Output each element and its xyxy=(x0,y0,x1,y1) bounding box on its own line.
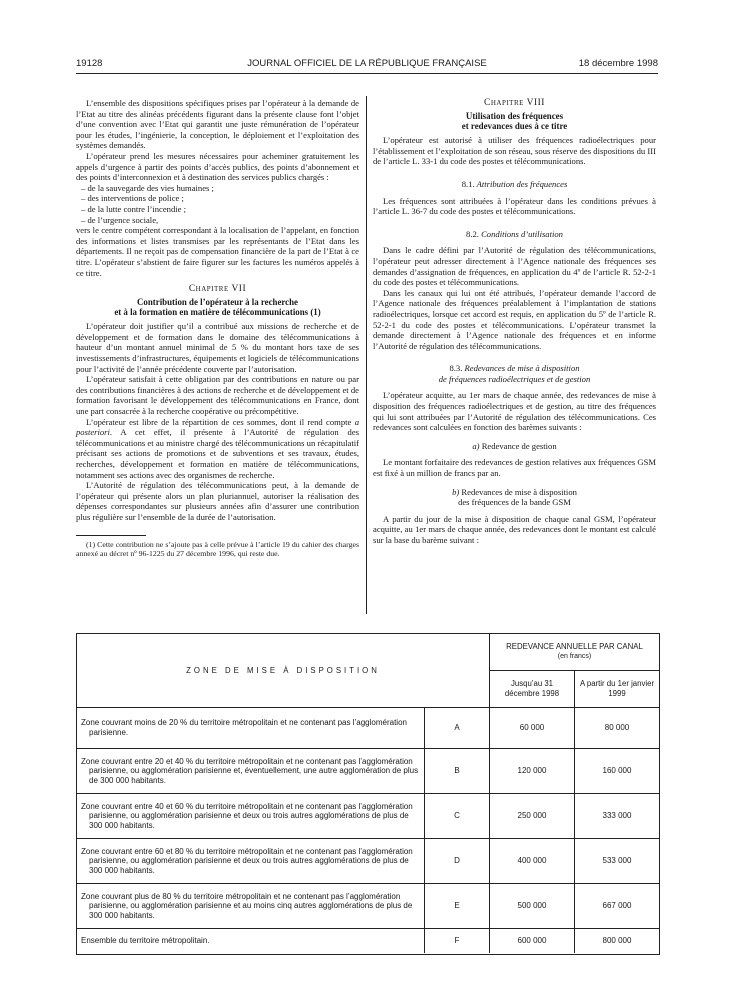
journal-title: JOURNAL OFFICIEL DE LA RÉPUBLIQUE FRANÇAISE xyxy=(247,58,487,69)
value-cell: 667 000 xyxy=(575,884,660,929)
list-item: – de l’urgence sociale, xyxy=(81,214,159,225)
subsection-heading xyxy=(373,487,656,508)
code-cell: C xyxy=(425,794,490,839)
table-row xyxy=(77,749,659,794)
chapter-title-line: et à la formation en matière de télécommunications (1) xyxy=(114,307,321,318)
chapter-heading: Chapitre VII xyxy=(188,284,247,295)
table-header-col2: A partir du 1er janvier 1999 xyxy=(575,671,660,708)
section-title: Attribution des fréquences xyxy=(476,178,568,189)
paragraph: Le montant forfaitaire des redevances de gestion relatives aux fréquences GSM est fixé à un million de francs par an. xyxy=(373,457,656,479)
value-cell: 800 000 xyxy=(575,929,660,954)
code-cell: B xyxy=(425,749,490,794)
header-label: REDEVANCE ANNUELLE PAR CANAL xyxy=(506,642,643,652)
paragraph: L’ensemble des dispositions spécifiques prises par l’opérateur à la demande de l’Etat au titre des alinéas précédents figurant dans la présente clause font l’objet d’une convention avec l’Etat qui garantit une juste rémunération de l’opérateur pour les études, l’ingénierie, la conception, le déploiement et l’exploitation des systèmes demandés. xyxy=(76,98,359,151)
footnote-rule xyxy=(76,535,146,536)
header-unit: (en francs) xyxy=(557,653,592,660)
table-row xyxy=(77,794,659,839)
list-item: – des interventions de police ; xyxy=(81,193,184,204)
right-column xyxy=(373,98,656,546)
section-heading xyxy=(373,179,656,190)
code-cell: E xyxy=(425,884,490,929)
left-column xyxy=(76,98,359,559)
paragraph: L’opérateur est autorisé à utiliser des fréquences radioélectriques pour l’établissement et l’exploitation de son réseau, sous réserve des dispositions du III de l’article L. 33-1 du code des postes et télécommunications. xyxy=(373,135,656,167)
table-header-zone: ZONE DE MISE À DISPOSITION xyxy=(77,634,490,708)
paragraph: L’opérateur acquitte, au 1er mars de chaque année, des redevances de mise à disposition des fréquences radioélectriques et de gestion, au titre des fréquences qui lui sont attribuées par l’Autorité de régulation des télécommunications. Ces redevances sont calculées en fonction des barèmes suivants : xyxy=(373,390,656,433)
text-run: L’opérateur est libre de la répartition de ces sommes, dont il rend compte xyxy=(86,416,355,427)
chapter-title-line: et redevances dues à ce titre xyxy=(461,121,568,132)
subsection-label: b) xyxy=(452,486,460,497)
issue-date: 18 décembre 1998 xyxy=(578,58,658,69)
redevance-table xyxy=(76,633,660,955)
value-cell: 500 000 xyxy=(490,884,575,929)
subsection-title: Redevance de gestion xyxy=(481,440,557,451)
value-cell: 160 000 xyxy=(575,749,660,794)
value-cell: 400 000 xyxy=(490,839,575,884)
italic-run: a posteriori xyxy=(76,416,359,438)
paragraph: Les fréquences sont attribuées à l’opérateur dans les conditions prévues à l’article L. 36-7 du code des postes et télécommunications. xyxy=(373,195,656,217)
subsection-title: Redevances de mise à disposition xyxy=(461,486,577,497)
value-cell: 120 000 xyxy=(490,749,575,794)
subsection-label: a) xyxy=(472,440,480,451)
zone-cell: Zone couvrant entre 60 et 80 % du territoire métropolitain et ne contenant pas l’agglomération parisienne, ou agglomération parisienne et deux ou trois autres agglomérations de plus de 300 000 habitants. xyxy=(77,839,425,884)
section-number: 8.1. xyxy=(461,178,475,189)
list-item: – de la lutte contre l’incendie ; xyxy=(81,203,186,214)
zone-cell: Zone couvrant entre 40 et 60 % du territoire métropolitain et ne contenant pas l’agglomération parisienne, ou agglomération parisienne et deux ou trois autres agglomérations de plus de 300 000 habitants. xyxy=(77,794,425,839)
value-cell: 533 000 xyxy=(575,839,660,884)
paragraph: L’opérateur satisfait à cette obligation par des contributions en nature ou par des contributions financières à des actions de recherche et de développement et de formation favorisant le développement des télécommunications en France, dont une part consacrée à la recherche coopérative ou précompétitive. xyxy=(76,374,359,417)
section-title: de fréquences radioélectriques et de gestion xyxy=(438,373,591,384)
section-title: Redevances de mise à disposition xyxy=(464,363,580,374)
zone-cell: Zone couvrant plus de 80 % du territoire métropolitain et ne contenant pas l’agglomération parisienne, ou agglomération parisienne et au moins cinq autres agglomérations de plus de 300 000 habitants. xyxy=(77,884,425,929)
chapter-title-line: Contribution de l’opérateur à la recherche xyxy=(137,296,298,307)
text-run: . A cet effet, il présente à l’Autorité de régulation des télécommunications et au ministre chargé des télécommunications un récapitulatif précisant ses actions de promotions et de subventions et ses travaux, études, recherches, développement et formation en matière de télécommunications, notamment ses actions avec des organismes de recherche. xyxy=(76,427,359,480)
zone-cell: Ensemble du territoire métropolitain. xyxy=(77,929,425,954)
table-row xyxy=(77,839,659,884)
table-row xyxy=(77,708,659,749)
code-cell: F xyxy=(425,929,490,954)
value-cell: 600 000 xyxy=(490,929,575,954)
chapter-title-line: Utilisation des fréquences xyxy=(465,110,564,121)
chapter-title xyxy=(373,111,656,133)
section-number: 8.3. xyxy=(449,363,463,374)
value-cell: 80 000 xyxy=(575,708,660,749)
subsection-title: des fréquences de la bande GSM xyxy=(458,497,571,508)
table-header-redevance xyxy=(490,634,660,671)
subsection-heading xyxy=(373,441,656,452)
paragraph: L’opérateur prend les mesures nécessaires pour acheminer gratuitement les appels d’urgence à partir des points d’accès publics, des points d’abonnement et des points d’interconnexion et à destination des services publics chargés : xyxy=(76,150,359,183)
list-item: – de la sauvegarde des vies humaines ; xyxy=(81,182,214,193)
header-rule xyxy=(76,73,658,74)
table-row xyxy=(77,884,659,929)
section-heading xyxy=(373,363,656,384)
paragraph: Dans le cadre défini par l’Autorité de régulation des télécommunications, l’opérateur peut adresser directement à l’Agence nationale des fréquences ses demandes d’assignation de fréquences, en application du 4º de l’article R. 52-2-1 du code des postes et télécommunications. xyxy=(373,245,656,288)
value-cell: 250 000 xyxy=(490,794,575,839)
paragraph: Dans les canaux qui lui ont été attribués, l’opérateur demande l’accord de l’Agence nationale des fréquences préalablement à l’implantation de stations radioélectriques, lorsque cet accord est requis, en application du 5º de l’article R. 52-2-1 du code des postes et télécommunications. L’opérateur transmet la demande directement à l’Agence nationale des fréquences et en informe l’Autorité de régulation des télécommunications. xyxy=(373,287,656,351)
section-number: 8.2. xyxy=(466,228,479,239)
zone-cell: Zone couvrant entre 20 et 40 % du territoire métropolitain et ne contenant pas l’agglomération parisienne, ou agglomération parisienne et, éventuellement, une autre agglomération de plus de 300 000 habitants. xyxy=(77,749,425,794)
paragraph: vers le centre compétent correspondant à la localisation de l’appelant, en fonction des informations et listes transmises par les représentants de l’Etat dans les départements. Il ne reçoit pas de compensation financière de la part de l’Etat à ce titre. L’opérateur s’abstient de faire figurer sur les factures les numéros appelés à ce titre. xyxy=(76,225,359,278)
page-header xyxy=(76,58,658,72)
code-cell: D xyxy=(425,839,490,884)
table-header-col1: Jusqu’au 31 décembre 1998 xyxy=(490,671,575,708)
section-heading xyxy=(373,229,656,240)
table-row xyxy=(77,929,659,954)
footnote: (1) Cette contribution ne s’ajoute pas à celle prévue à l’article 19 du cahier des charges annexé au décret nº 96-1225 du 27 décembre 1996, qui reste due. xyxy=(76,539,359,559)
zone-cell: Zone couvrant moins de 20 % du territoire métropolitain et ne contenant pas l’agglomération parisienne. xyxy=(77,708,425,749)
paragraph xyxy=(76,417,359,481)
value-cell: 60 000 xyxy=(490,708,575,749)
section-title: Conditions d’utilisation xyxy=(481,228,563,239)
paragraph: L’Autorité de régulation des télécommunications peut, à la demande de l’opérateur qui présente alors un plan pluriannuel, autoriser la réalisation des dépenses correspondantes sur plusieurs années afin d’assurer une contribution plus régulière sur l’ensemble de la durée de l’autorisation. xyxy=(76,480,359,522)
value-cell: 333 000 xyxy=(575,794,660,839)
paragraph: A partir du jour de la mise à disposition de chaque canal GSM, l’opérateur acquitte, au 1er mars de chaque année, des redevances dont le montant est calculé sur la base du barème suivant : xyxy=(373,513,656,545)
chapter-heading: Chapitre VIII xyxy=(484,98,545,108)
paragraph: L’opérateur doit justifier qu’il a contribué aux missions de recherche et de développement et de formation dans le domaine des télécommunications à hauteur d’un montant annuel minimal de 5 % du montant hors taxe de ses investissements d’infrastructures, équipements et logiciels de télécommunications pour l’activité de l’année précédente couverte par l’autorisation. xyxy=(76,321,359,374)
page-number: 19128 xyxy=(76,58,103,69)
chapter-title xyxy=(76,297,359,319)
column-rule xyxy=(366,96,367,614)
code-cell: A xyxy=(425,708,490,749)
